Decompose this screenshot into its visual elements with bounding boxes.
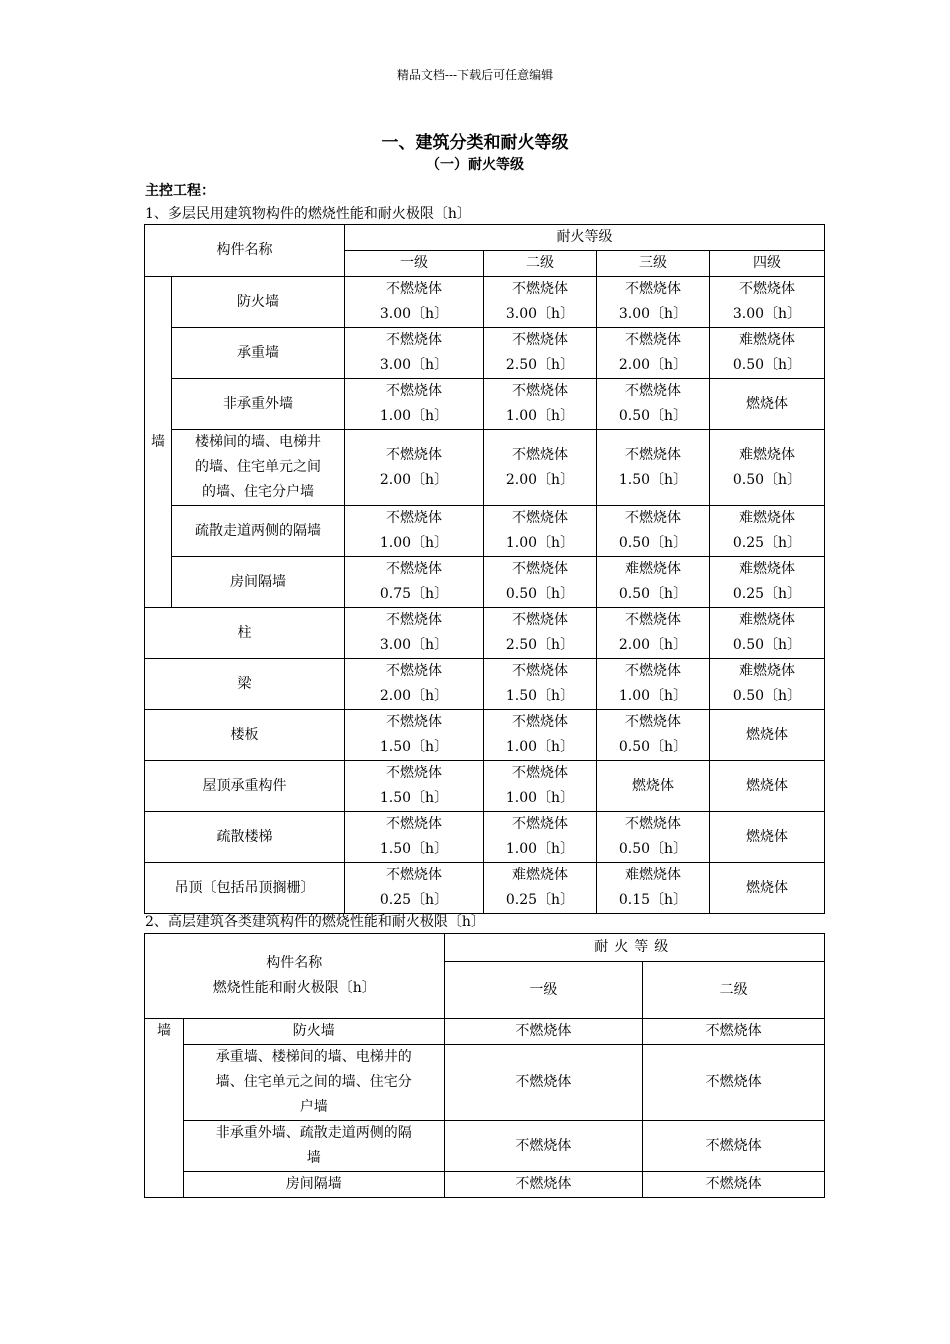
- rating-line: 1.00〔h〕: [505, 535, 575, 551]
- rating-line: 不燃烧体: [625, 281, 681, 297]
- component-name-line: 楼梯间的墙、电梯井: [195, 434, 321, 450]
- rating-line: 不燃烧体: [386, 714, 442, 730]
- rating-cell: [345, 557, 484, 608]
- rating-line: 不燃烧体: [386, 663, 442, 679]
- rating-line: 0.25〔h〕: [379, 892, 449, 908]
- fire-grade-header: 耐火等级: [345, 225, 825, 251]
- rating-line: 3.00〔h〕: [618, 306, 688, 322]
- rating-line: 2.00〔h〕: [379, 471, 449, 488]
- table-row: [145, 328, 825, 379]
- rating-cell: [597, 761, 710, 812]
- rating-line: 不燃烧体: [512, 383, 568, 399]
- rating-cell: 不燃烧体: [643, 1019, 825, 1045]
- rating-line: 燃烧体: [746, 395, 788, 412]
- rating-line: 1.00〔h〕: [379, 535, 449, 551]
- component-name-header: 构件名称: [145, 225, 345, 277]
- component-name: 屋顶承重构件: [145, 761, 345, 812]
- rating-line: 不燃烧体: [386, 281, 442, 297]
- table-row: [145, 430, 825, 506]
- component-name: 梁: [145, 659, 345, 710]
- wall-group-label: 墙: [145, 277, 172, 608]
- rating-cell: [597, 277, 710, 328]
- rating-line: 0.25〔h〕: [732, 586, 802, 602]
- table2-caption: 2、高层建筑各类建筑构件的燃烧性能和耐火极限〔h〕: [145, 914, 485, 930]
- table-row: [145, 506, 825, 557]
- rating-cell: [597, 557, 710, 608]
- page-title: 一、建筑分类和耐火等级: [381, 133, 569, 153]
- rating-line: 1.50〔h〕: [379, 739, 449, 755]
- grade-header: 二级: [484, 251, 597, 277]
- rating-line: 不燃烧体: [625, 446, 681, 463]
- rating-cell: [597, 328, 710, 379]
- component-name-header: [145, 934, 445, 1019]
- rating-cell: [710, 506, 825, 557]
- rating-line: 不燃烧体: [386, 612, 442, 628]
- rating-line: 0.50〔h〕: [732, 357, 802, 373]
- rating-line: 难燃烧体: [739, 663, 795, 679]
- rating-line: 0.50〔h〕: [732, 471, 802, 488]
- header-line: 燃烧性能和耐火极限〔h〕: [212, 980, 376, 996]
- grade-header: 一级: [444, 962, 643, 1019]
- section-label: 主控工程：: [145, 183, 215, 199]
- header-line: 构件名称: [266, 955, 323, 971]
- rating-cell: [484, 863, 597, 914]
- table-row: [145, 1019, 825, 1045]
- rating-cell: [710, 659, 825, 710]
- rating-cell: [345, 608, 484, 659]
- rating-cell: [484, 277, 597, 328]
- rating-line: 不燃烧体: [625, 612, 681, 628]
- table-row: [145, 557, 825, 608]
- rating-cell: [484, 812, 597, 863]
- component-name-line: 墙、住宅单元之间的墙、住宅分: [215, 1074, 412, 1090]
- rating-cell: [345, 761, 484, 812]
- component-name: 承重墙: [172, 328, 345, 379]
- rating-line: 不燃烧体: [512, 446, 568, 463]
- rating-cell: 不燃烧体: [643, 1172, 825, 1198]
- fire-grade-header: 耐火等级: [444, 934, 824, 962]
- table-row: [145, 379, 825, 430]
- rating-cell: [345, 277, 484, 328]
- header-note: 精品文档---下载后可任意编辑: [396, 68, 554, 82]
- rating-line: 难燃烧体: [625, 561, 681, 577]
- rating-cell: [710, 812, 825, 863]
- rating-cell: [710, 328, 825, 379]
- rating-line: 2.50〔h〕: [505, 637, 575, 653]
- component-name: [172, 430, 345, 506]
- rating-line: 3.00〔h〕: [379, 306, 449, 322]
- rating-line: 不燃烧体: [386, 561, 442, 577]
- rating-cell: [484, 608, 597, 659]
- rating-cell: [345, 812, 484, 863]
- rating-line: 不燃烧体: [512, 714, 568, 730]
- rating-line: 燃烧体: [746, 726, 788, 743]
- rating-cell: [710, 761, 825, 812]
- rating-line: 燃烧体: [632, 777, 674, 794]
- component-name: 吊顶〔包括吊顶搁栅〕: [145, 863, 345, 914]
- rating-line: 不燃烧体: [512, 561, 568, 577]
- rating-line: 不燃烧体: [512, 612, 568, 628]
- fire-resistance-table-multistory: [144, 224, 825, 914]
- rating-cell: [484, 379, 597, 430]
- page-subtitle: （一）耐火等级: [426, 157, 524, 173]
- table-row: [145, 608, 825, 659]
- rating-cell: [710, 277, 825, 328]
- rating-line: 3.00〔h〕: [505, 306, 575, 322]
- rating-line: 难燃烧体: [739, 612, 795, 628]
- rating-cell: [345, 659, 484, 710]
- rating-cell: 不燃烧体: [444, 1019, 643, 1045]
- table-row: [145, 812, 825, 863]
- rating-line: 1.00〔h〕: [379, 408, 449, 424]
- rating-line: 1.50〔h〕: [379, 841, 449, 857]
- rating-line: 难燃烧体: [739, 446, 795, 463]
- rating-line: 2.00〔h〕: [379, 688, 449, 704]
- rating-line: 难燃烧体: [739, 561, 795, 577]
- rating-line: 2.50〔h〕: [505, 357, 575, 373]
- wall-group-label: 墙: [145, 1019, 184, 1198]
- rating-line: 1.00〔h〕: [505, 408, 575, 424]
- rating-cell: [484, 761, 597, 812]
- component-name: 柱: [145, 608, 345, 659]
- table-row: [145, 277, 825, 328]
- component-name-line: 非承重外墙、疏散走道两侧的隔: [215, 1125, 412, 1141]
- rating-cell: [345, 506, 484, 557]
- table-row: [145, 1045, 825, 1121]
- component-name-line: 承重墙、楼梯间的墙、电梯井的: [215, 1049, 412, 1065]
- component-name-line: 的墙、住宅分户墙: [202, 484, 314, 500]
- rating-line: 0.50〔h〕: [618, 408, 688, 424]
- rating-line: 难燃烧体: [625, 867, 681, 883]
- rating-line: 不燃烧体: [739, 281, 795, 297]
- rating-line: 0.15〔h〕: [618, 892, 688, 908]
- rating-line: 1.00〔h〕: [505, 841, 575, 857]
- rating-line: 1.50〔h〕: [379, 790, 449, 806]
- rating-cell: [710, 379, 825, 430]
- rating-cell: [597, 812, 710, 863]
- rating-cell: [597, 379, 710, 430]
- fire-resistance-table-highrise: [144, 933, 825, 1198]
- component-name: 防火墙: [172, 277, 345, 328]
- rating-cell: [710, 608, 825, 659]
- rating-cell: [710, 710, 825, 761]
- rating-line: 不燃烧体: [512, 332, 568, 348]
- component-name-line: 防火墙: [292, 1023, 335, 1039]
- rating-line: 难燃烧体: [739, 332, 795, 348]
- rating-cell: 不燃烧体: [444, 1121, 643, 1172]
- rating-cell: [484, 430, 597, 506]
- rating-line: 不燃烧体: [386, 765, 442, 781]
- rating-line: 燃烧体: [746, 879, 788, 896]
- rating-cell: [484, 328, 597, 379]
- rating-line: 0.25〔h〕: [505, 892, 575, 908]
- component-name: 楼板: [145, 710, 345, 761]
- rating-line: 1.50〔h〕: [505, 688, 575, 704]
- rating-cell: 不燃烧体: [444, 1045, 643, 1121]
- rating-line: 0.75〔h〕: [379, 586, 449, 602]
- rating-line: 不燃烧体: [625, 816, 681, 832]
- rating-line: 2.00〔h〕: [505, 471, 575, 488]
- rating-line: 0.25〔h〕: [732, 535, 802, 551]
- rating-line: 不燃烧体: [386, 332, 442, 348]
- rating-cell: [345, 379, 484, 430]
- rating-line: 0.50〔h〕: [618, 535, 688, 551]
- rating-line: 不燃烧体: [512, 663, 568, 679]
- rating-line: 2.00〔h〕: [618, 357, 688, 373]
- header-row: [145, 934, 825, 962]
- rating-line: 3.00〔h〕: [379, 637, 449, 653]
- component-name-line: 墙: [306, 1150, 321, 1166]
- rating-line: 0.50〔h〕: [618, 586, 688, 602]
- grade-header: 二级: [643, 962, 825, 1019]
- rating-line: 不燃烧体: [386, 383, 442, 399]
- rating-line: 难燃烧体: [739, 510, 795, 526]
- component-name: [183, 1045, 444, 1121]
- table-row: [145, 1172, 825, 1198]
- rating-cell: [597, 863, 710, 914]
- rating-line: 0.50〔h〕: [618, 841, 688, 857]
- rating-cell: [484, 710, 597, 761]
- rating-cell: [710, 430, 825, 506]
- component-name-line: 房间隔墙: [285, 1176, 342, 1192]
- rating-line: 1.00〔h〕: [505, 739, 575, 755]
- rating-line: 不燃烧体: [386, 510, 442, 526]
- rating-line: 不燃烧体: [512, 816, 568, 832]
- rating-line: 不燃烧体: [386, 816, 442, 832]
- rating-line: 不燃烧体: [512, 765, 568, 781]
- rating-line: 燃烧体: [746, 777, 788, 794]
- component-name: 房间隔墙: [172, 557, 345, 608]
- header-row: [145, 225, 825, 251]
- rating-line: 不燃烧体: [386, 446, 442, 463]
- component-name: 疏散楼梯: [145, 812, 345, 863]
- rating-cell: [597, 608, 710, 659]
- rating-line: 3.00〔h〕: [732, 306, 802, 322]
- rating-line: 不燃烧体: [625, 714, 681, 730]
- rating-line: 0.50〔h〕: [618, 739, 688, 755]
- rating-line: 0.50〔h〕: [505, 586, 575, 602]
- component-name: [183, 1019, 444, 1045]
- rating-line: 不燃烧体: [625, 332, 681, 348]
- rating-cell: [345, 430, 484, 506]
- rating-cell: [710, 557, 825, 608]
- rating-line: 难燃烧体: [512, 867, 568, 883]
- table-row: [145, 659, 825, 710]
- rating-cell: 不燃烧体: [643, 1045, 825, 1121]
- rating-line: 2.00〔h〕: [618, 637, 688, 653]
- component-name-line: 户墙: [299, 1099, 328, 1115]
- table-row: [145, 1121, 825, 1172]
- rating-cell: [597, 430, 710, 506]
- rating-cell: [484, 659, 597, 710]
- rating-line: 0.50〔h〕: [732, 637, 802, 653]
- component-name: 疏散走道两侧的隔墙: [172, 506, 345, 557]
- rating-cell: [484, 506, 597, 557]
- rating-line: 0.50〔h〕: [732, 688, 802, 704]
- rating-cell: [345, 863, 484, 914]
- rating-cell: [345, 328, 484, 379]
- rating-line: 不燃烧体: [386, 867, 442, 883]
- rating-line: 3.00〔h〕: [379, 357, 449, 373]
- rating-line: 不燃烧体: [625, 663, 681, 679]
- rating-line: 不燃烧体: [512, 281, 568, 297]
- component-name: [183, 1121, 444, 1172]
- rating-cell: [710, 863, 825, 914]
- grade-header: 三级: [597, 251, 710, 277]
- rating-cell: [484, 557, 597, 608]
- rating-cell: [597, 710, 710, 761]
- grade-header: 一级: [345, 251, 484, 277]
- rating-cell: [345, 710, 484, 761]
- component-name-line: 的墙、住宅单元之间: [195, 459, 321, 475]
- component-name: 非承重外墙: [172, 379, 345, 430]
- rating-cell: [597, 659, 710, 710]
- rating-line: 不燃烧体: [512, 510, 568, 526]
- table-row: [145, 863, 825, 914]
- rating-line: 不燃烧体: [625, 510, 681, 526]
- rating-line: 1.50〔h〕: [618, 471, 688, 488]
- table-row: [145, 761, 825, 812]
- grade-header: 四级: [710, 251, 825, 277]
- rating-line: 1.00〔h〕: [505, 790, 575, 806]
- rating-line: 1.00〔h〕: [618, 688, 688, 704]
- table1-caption: 1、多层民用建筑物构件的燃烧性能和耐火极限〔h〕: [145, 206, 471, 222]
- table-row: [145, 710, 825, 761]
- rating-cell: [597, 506, 710, 557]
- component-name: [183, 1172, 444, 1198]
- rating-cell: 不燃烧体: [444, 1172, 643, 1198]
- rating-line: 燃烧体: [746, 828, 788, 845]
- rating-cell: 不燃烧体: [643, 1121, 825, 1172]
- rating-line: 不燃烧体: [625, 383, 681, 399]
